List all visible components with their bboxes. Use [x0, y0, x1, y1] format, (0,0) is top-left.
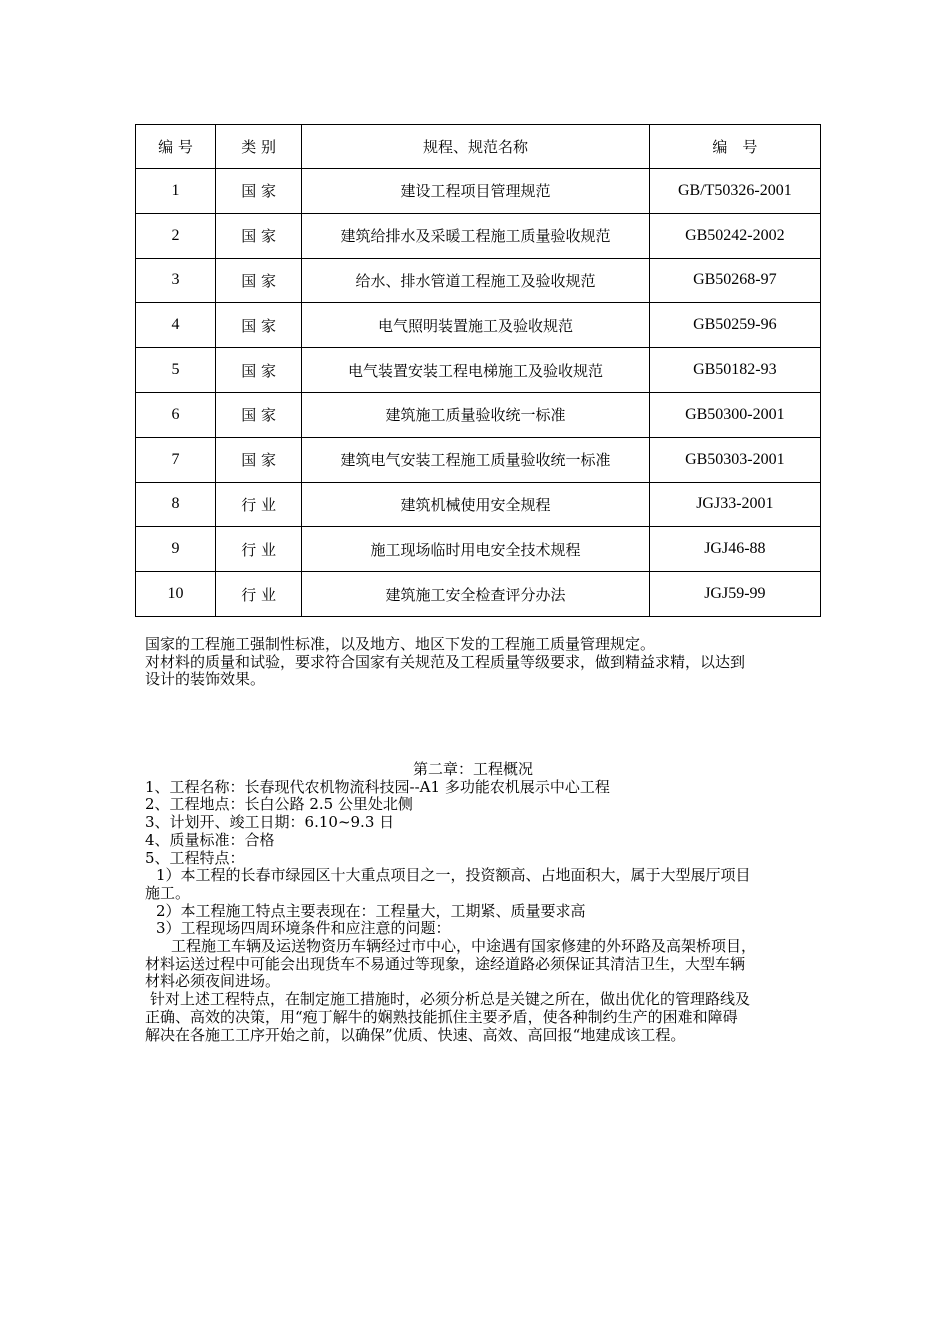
note-line: 设计的装饰效果。 — [145, 670, 266, 689]
feature-line: 1）本工程的长春市绿园区十大重点项目之一，投资额高、占地面积大，属于大型展厅项目 — [156, 866, 751, 885]
row-category: 行 业 — [216, 527, 302, 572]
note-line: 对材料的质量和试验，要求符合国家有关规范及工程质量等级要求，做到精益求精，以达到 — [145, 652, 746, 671]
row-code: GB50182-93 — [649, 348, 820, 393]
environment-line: 材料必须夜间进场。 — [145, 972, 281, 991]
row-code: JGJ46-88 — [649, 527, 820, 572]
project-features-heading: 5、工程特点： — [145, 848, 245, 867]
chapter-title: 第二章：工程概况 — [412, 760, 533, 778]
row-name: 给水、排水管道工程施工及验收规范 — [302, 258, 650, 303]
table-header-row — [136, 125, 821, 169]
project-schedule: 3、计划开、竣工日期：6.10~9.3 日 — [145, 813, 395, 832]
row-category: 国 家 — [216, 303, 302, 348]
row-code: GB50300-2001 — [649, 392, 820, 437]
chapter-section — [145, 761, 815, 1044]
table-row — [136, 482, 821, 527]
environment-line: 工程施工车辆及运送物资历车辆经过市中心，中途遇有国家修建的外环路及高架桥项目， — [171, 937, 757, 956]
row-code: GB50303-2001 — [649, 437, 820, 482]
row-name: 建筑施工质量验收统一标准 — [302, 392, 650, 437]
note-line: 国家的工程施工强制性标准，以及地方、地区下发的工程施工质量管理规定。 — [145, 635, 656, 653]
row-category: 国 家 — [216, 258, 302, 303]
row-number: 6 — [136, 392, 216, 437]
row-category: 国 家 — [216, 169, 302, 214]
row-name: 电气装置安装工程电梯施工及验收规范 — [302, 348, 650, 393]
table-row — [136, 213, 821, 258]
notes-section — [145, 636, 815, 689]
environment-line: 材料运送过程中可能会出现货车不易通过等现象，途经道路必须保证其清洁卫生，大型车辆 — [145, 954, 746, 973]
row-category: 行 业 — [216, 482, 302, 527]
table-row — [136, 303, 821, 348]
row-number: 8 — [136, 482, 216, 527]
table-row — [136, 572, 821, 617]
measures-line: 解决在各施工工序开始之前，以确保”优质、快速、高效、高回报“地建成该工程。 — [145, 1025, 686, 1044]
row-code: GB50259-96 — [649, 303, 820, 348]
row-code: JGJ59-99 — [649, 572, 820, 617]
row-number: 2 — [136, 213, 216, 258]
row-number: 10 — [136, 572, 216, 617]
feature-line: 3）工程现场四周环境条件和应注意的问题： — [156, 919, 451, 938]
row-code: JGJ33-2001 — [649, 482, 820, 527]
row-number: 4 — [136, 303, 216, 348]
feature-line: 2）本工程施工特点主要表现在：工程量大，工期紧、质量要求高 — [156, 901, 586, 920]
project-name: 1、工程名称：长春现代农机物流科技园--A1 多功能农机展示中心工程 — [145, 777, 610, 796]
header-number: 编 号 — [136, 125, 216, 169]
table-row — [136, 258, 821, 303]
row-category: 行 业 — [216, 572, 302, 617]
row-number: 5 — [136, 348, 216, 393]
table-row — [136, 437, 821, 482]
table-row — [136, 392, 821, 437]
row-category: 国 家 — [216, 437, 302, 482]
row-category: 国 家 — [216, 392, 302, 437]
row-number: 1 — [136, 169, 216, 214]
header-category: 类 别 — [216, 125, 302, 169]
row-number: 7 — [136, 437, 216, 482]
row-name: 建筑电气安装工程施工质量验收统一标准 — [302, 437, 650, 482]
quality-standard: 4、质量标准：合格 — [145, 830, 275, 849]
project-location: 2、工程地点：长白公路 2.5 公里处北侧 — [145, 795, 413, 814]
row-code: GB/T50326-2001 — [649, 169, 820, 214]
standards-table — [135, 124, 821, 617]
row-number: 3 — [136, 258, 216, 303]
feature-line: 施工。 — [145, 883, 191, 902]
measures-line: 正确、高效的决策，用“疱丁解牛的娴熟技能抓住主要矛盾，使各种制约生产的困难和障碍 — [145, 1007, 738, 1026]
row-code: GB50268-97 — [649, 258, 820, 303]
row-number: 9 — [136, 527, 216, 572]
table-row — [136, 169, 821, 214]
row-category: 国 家 — [216, 213, 302, 258]
row-name: 电气照明装置施工及验收规范 — [302, 303, 650, 348]
row-name: 建筑施工安全检查评分办法 — [302, 572, 650, 617]
row-category: 国 家 — [216, 348, 302, 393]
header-name: 规程、规范名称 — [302, 125, 650, 169]
row-name: 施工现场临时用电安全技术规程 — [302, 527, 650, 572]
measures-line: 针对上述工程特点，在制定施工措施时，必须分析总是关键之所在，做出优化的管理路线及 — [150, 990, 751, 1009]
row-code: GB50242-2002 — [649, 213, 820, 258]
row-name: 建设工程项目管理规范 — [302, 169, 650, 214]
table-row — [136, 527, 821, 572]
row-name: 建筑机械使用安全规程 — [302, 482, 650, 527]
header-code: 编 号 — [649, 125, 820, 169]
table-row — [136, 348, 821, 393]
row-name: 建筑给排水及采暖工程施工质量验收规范 — [302, 213, 650, 258]
